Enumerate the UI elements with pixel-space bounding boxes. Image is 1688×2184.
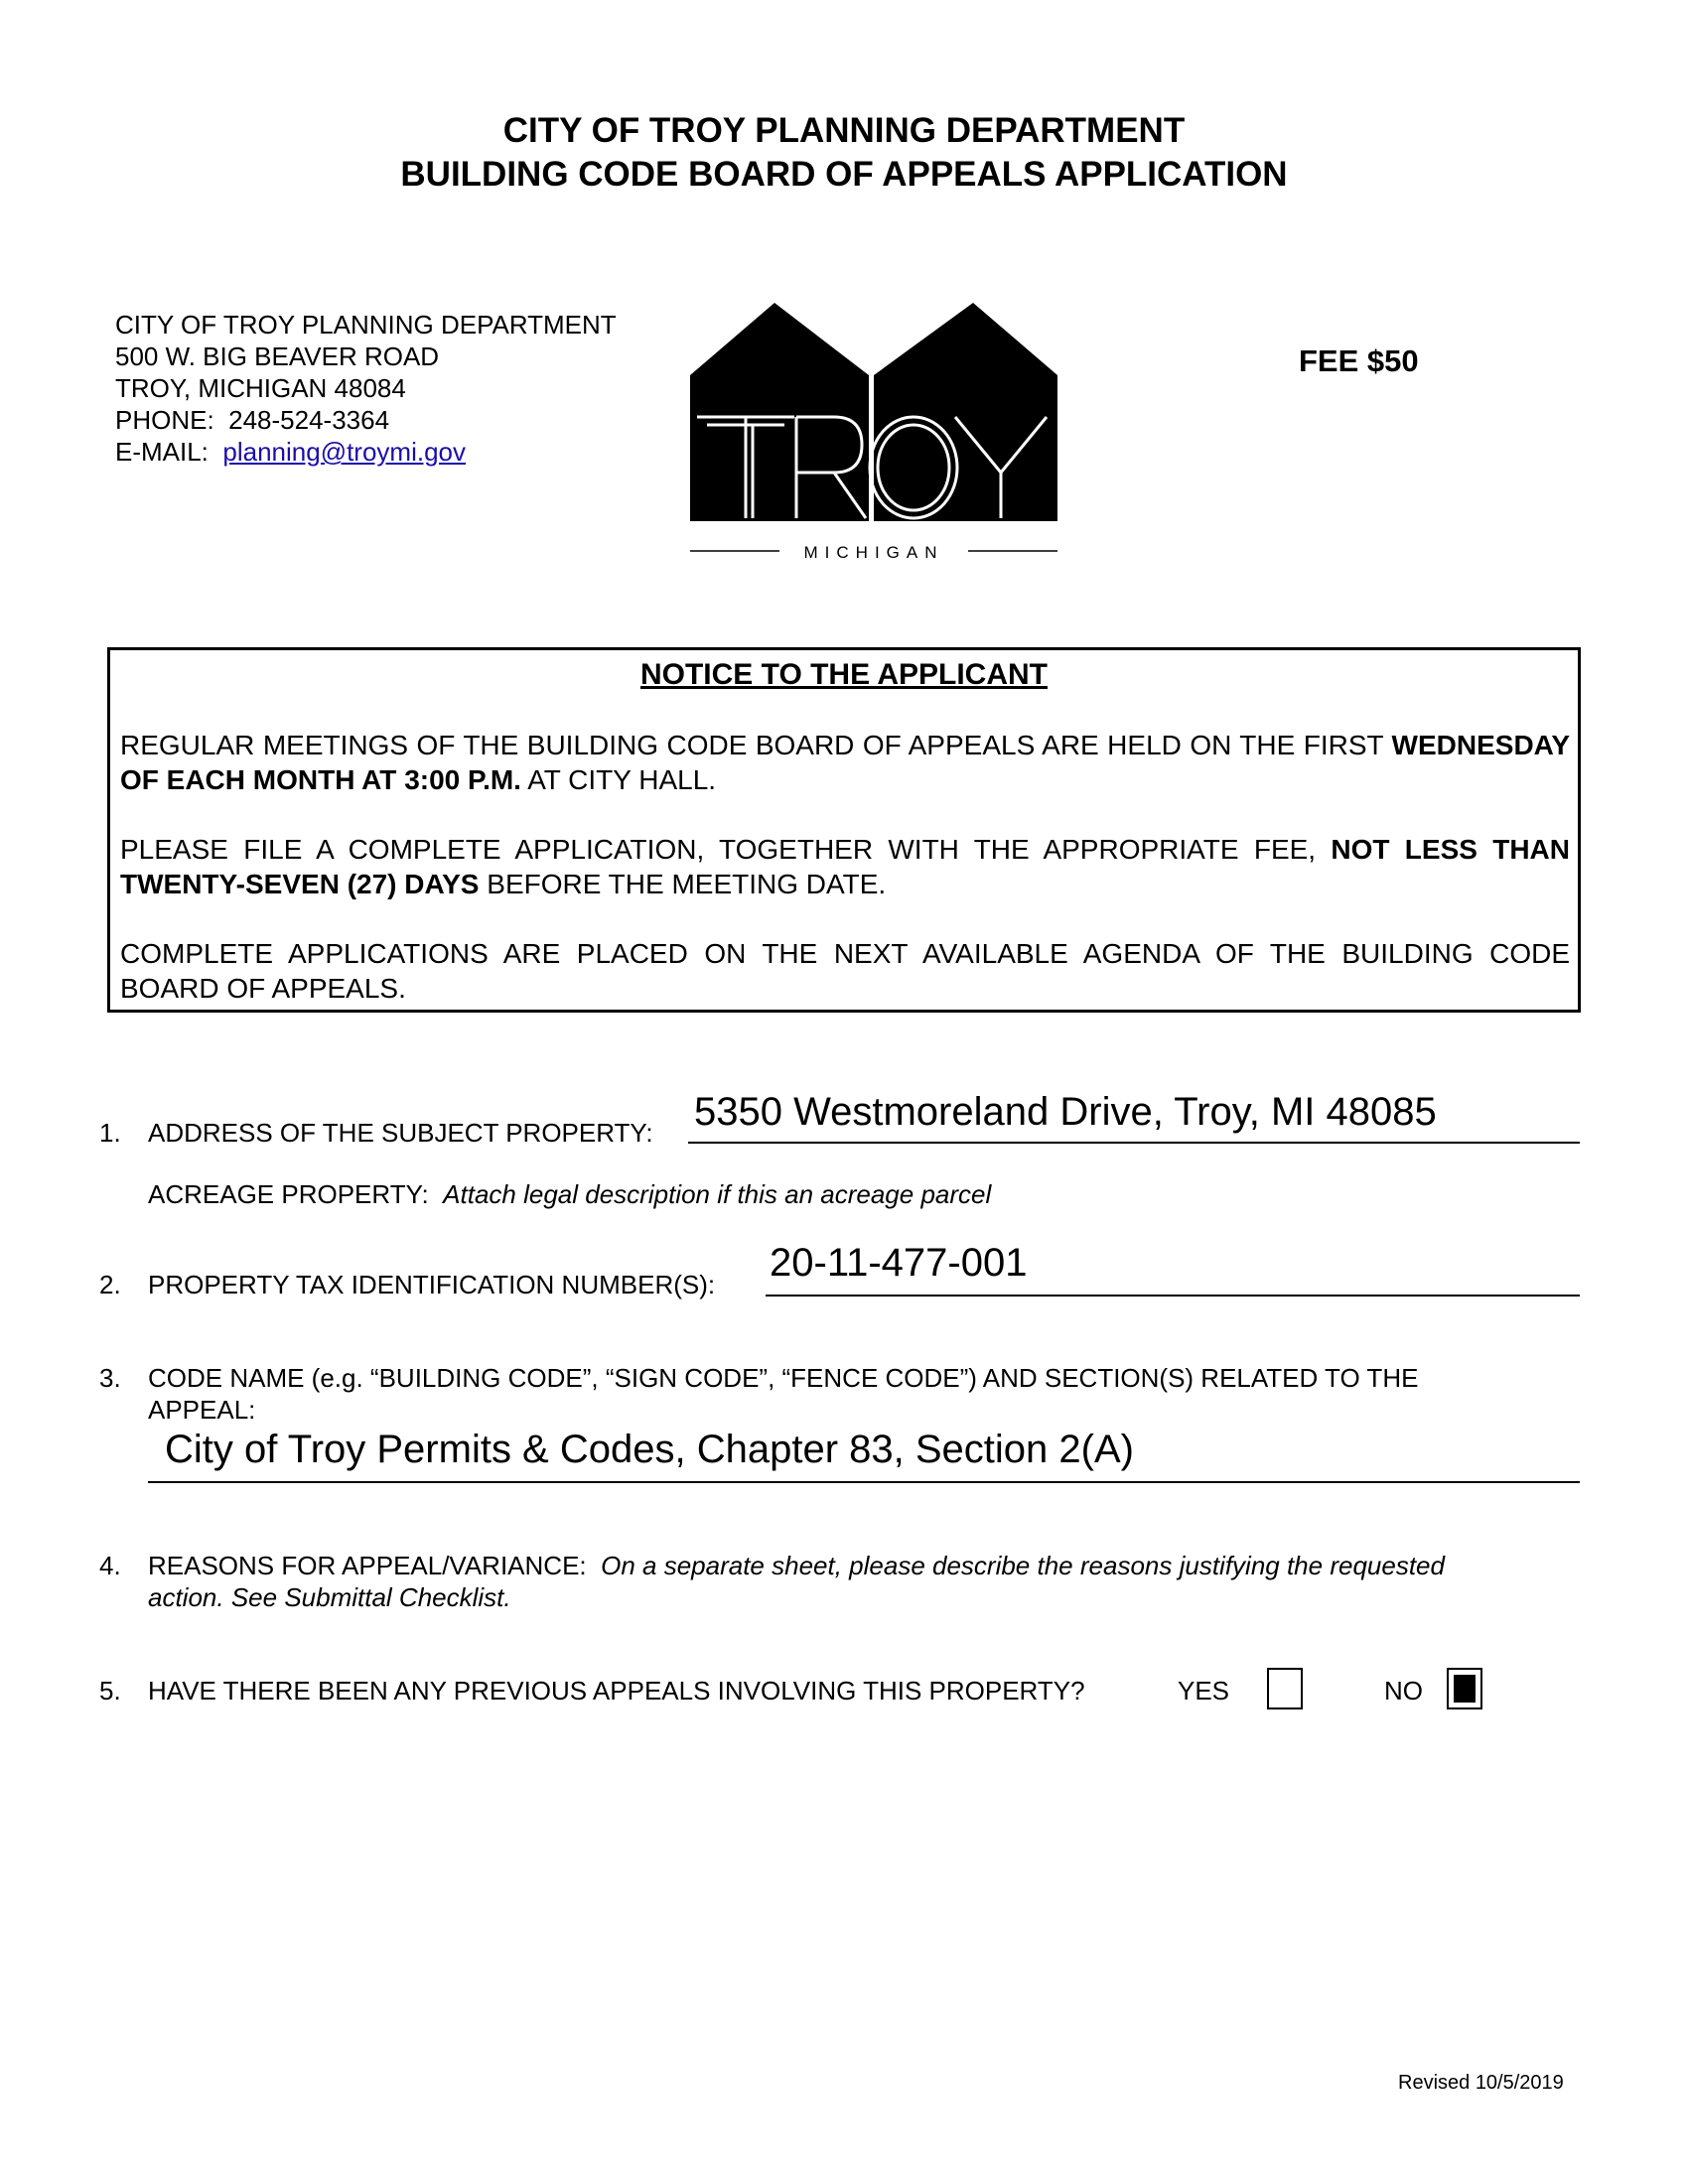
acreage-label: ACREAGE PROPERTY: — [148, 1179, 429, 1209]
q4-label: REASONS FOR APPEAL/VARIANCE: — [148, 1551, 587, 1580]
contact-phone-row — [115, 404, 617, 436]
q3-code-value: City of Troy Permits & Codes, Chapter 83, Section 2(A) — [165, 1428, 1134, 1471]
page-title-line-1: CITY OF TROY PLANNING DEPARTMENT — [502, 111, 1186, 150]
contact-email-label: E-MAIL: — [115, 437, 209, 467]
acreage-note: Attach legal description if this an acreage parcel — [443, 1179, 992, 1209]
q2-number: 2. — [99, 1270, 121, 1299]
q5-label: HAVE THERE BEEN ANY PREVIOUS APPEALS INVOLVING THIS PROPERTY? — [148, 1676, 1085, 1706]
q2-label: PROPERTY TAX IDENTIFICATION NUMBER(S): — [148, 1270, 716, 1299]
q3-number: 3. — [99, 1363, 121, 1393]
q5-yes-checkbox[interactable] — [1267, 1668, 1303, 1709]
q1-address-value: 5350 Westmoreland Drive, Troy, MI 48085 — [694, 1090, 1437, 1134]
revised-date: Revised 10/5/2019 — [1398, 2072, 1564, 2094]
notice-paragraph-1: REGULAR MEETINGS OF THE BUILDING CODE BOARD OF APPEALS ARE HELD ON THE FIRST WEDNESDAY OF EACH MONTH AT 3:00 P.M. AT CITY HALL. — [120, 730, 1570, 795]
q4-number: 4. — [99, 1551, 121, 1580]
q2-tax-id-value: 20-11-477-001 — [770, 1241, 1028, 1285]
contact-phone: 248-524-3364 — [228, 405, 390, 435]
q2-tax-id-field[interactable] — [766, 1243, 1580, 1297]
notice-paragraph-3: COMPLETE APPLICATIONS ARE PLACED ON THE NEXT AVAILABLE AGENDA OF THE BUILDING CODE BOARD OF APPEALS. — [120, 938, 1570, 1004]
logo-michigan-text: MICHIGAN — [803, 543, 944, 561]
contact-street: 500 W. BIG BEAVER ROAD — [115, 341, 440, 371]
q4-note-line-1: On a separate sheet, please describe the reasons justifying the requested — [601, 1551, 1445, 1580]
contact-city: TROY, MICHIGAN 48084 — [115, 373, 406, 403]
contact-email-row — [115, 436, 617, 468]
notice-paragraph-2: PLEASE FILE A COMPLETE APPLICATION, TOGETHER WITH THE APPROPRIATE FEE, NOT LESS THAN TWENTY-SEVEN (27) DAYS BEFORE THE MEETING DATE. — [120, 834, 1570, 899]
q5-yes-label: YES — [1178, 1676, 1230, 1706]
notice-title: NOTICE TO THE APPLICANT — [639, 658, 1048, 691]
q1-address-field[interactable] — [688, 1092, 1580, 1144]
q4-note-line-2: action. See Submittal Checklist. — [148, 1582, 511, 1612]
q1-number: 1. — [99, 1118, 121, 1148]
troy-michigan-logo — [685, 298, 1062, 561]
fee-label: FEE $50 — [1299, 343, 1419, 378]
q1-label: ADDRESS OF THE SUBJECT PROPERTY: — [148, 1118, 653, 1148]
contact-block — [115, 309, 617, 468]
q3-code-field[interactable] — [148, 1426, 1580, 1483]
contact-phone-label: PHONE: — [115, 405, 214, 435]
acreage-row — [148, 1178, 991, 1210]
q5-no-checkbox[interactable] — [1447, 1668, 1482, 1709]
notice-box — [107, 647, 1581, 1013]
q5-no-label: NO — [1384, 1676, 1423, 1706]
q3-label-line-1: CODE NAME (e.g. “BUILDING CODE”, “SIGN CODE”, “FENCE CODE”) AND SECTION(S) RELATED TO THE — [148, 1363, 1419, 1393]
contact-dept: CITY OF TROY PLANNING DEPARTMENT — [115, 310, 617, 340]
q4-row — [148, 1550, 1445, 1581]
q5-number: 5. — [99, 1676, 121, 1706]
contact-email-link[interactable]: planning@troymi.gov — [222, 437, 467, 467]
q3-label-line-2: APPEAL: — [148, 1395, 256, 1425]
page-title-line-2: BUILDING CODE BOARD OF APPEALS APPLICATION — [400, 155, 1288, 194]
